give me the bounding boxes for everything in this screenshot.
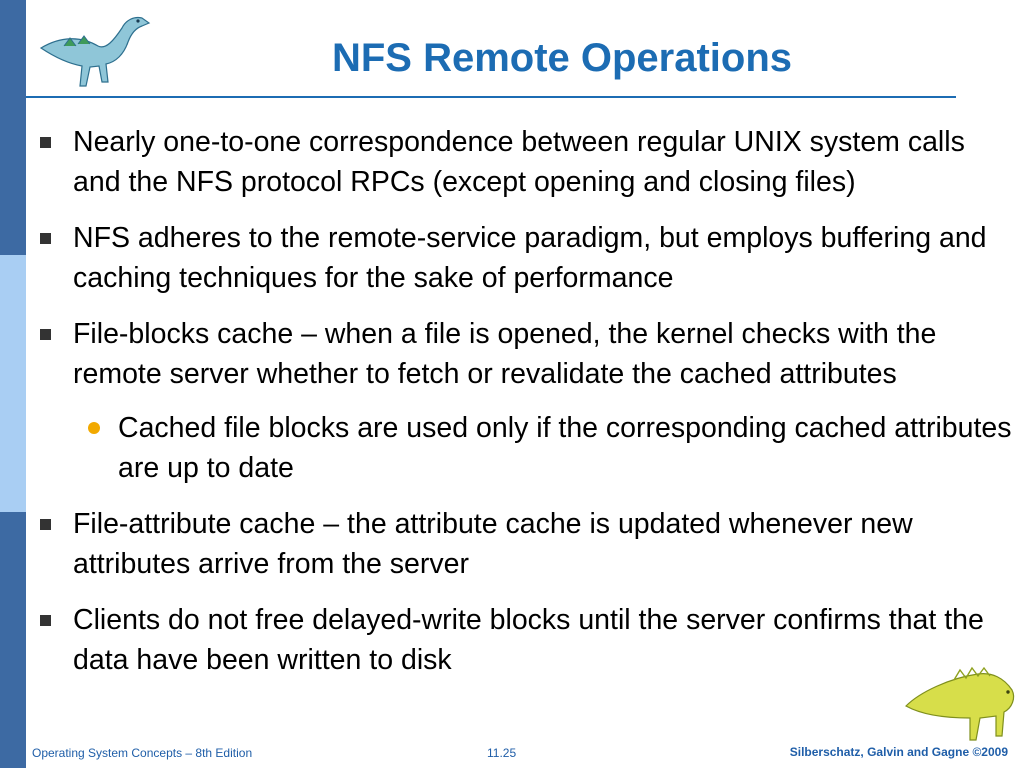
slide-title: NFS Remote Operations: [331, 36, 793, 80]
slide-content: [36, 122, 1016, 696]
footer-copyright: Silberschatz, Galvin and Gagne ©2009: [789, 745, 1008, 759]
bullet-text: File-blocks cache – when a file is opened, the kernel checks with the remote server whether to fetch or revalidate the cached attributes: [73, 318, 937, 390]
bullet-item: [36, 218, 1016, 298]
bullet-text: NFS adheres to the remote-service paradigm, but employs buffering and caching techniques for the sake of performance: [73, 222, 987, 294]
dinosaur-logo-bottom-icon: [900, 662, 1022, 744]
bullet-text: File-attribute cache – the attribute cache is updated whenever new attributes arrive from the server: [73, 508, 913, 580]
title-divider: [26, 96, 956, 98]
square-bullet-icon: [40, 519, 51, 530]
sub-bullet-item: [36, 408, 1016, 488]
sub-bullet-text: Cached file blocks are used only if the corresponding cached attributes are up to date: [118, 412, 1012, 484]
dinosaur-logo-top-icon: [36, 6, 156, 94]
bullet-item: [36, 122, 1016, 202]
square-bullet-icon: [40, 137, 51, 148]
square-bullet-icon: [40, 233, 51, 244]
side-bar-bottom: [0, 512, 26, 768]
side-bar-middle: [0, 255, 26, 512]
square-bullet-icon: [40, 329, 51, 340]
bullet-item: [36, 600, 1016, 680]
bullet-item: [36, 504, 1016, 584]
square-bullet-icon: [40, 615, 51, 626]
round-bullet-icon: [88, 422, 100, 434]
footer-page-number: 11.25: [487, 746, 517, 760]
bullet-text: Nearly one-to-one correspondence between regular UNIX system calls and the NFS protocol RPCs (except opening and closing files): [73, 126, 965, 198]
side-bar-top: [0, 0, 26, 255]
bullet-text: Clients do not free delayed-write blocks until the server confirms that the data have been written to disk: [73, 604, 984, 676]
bullet-item: [36, 314, 1016, 394]
footer-book-title: Operating System Concepts – 8th Edition: [32, 746, 253, 760]
